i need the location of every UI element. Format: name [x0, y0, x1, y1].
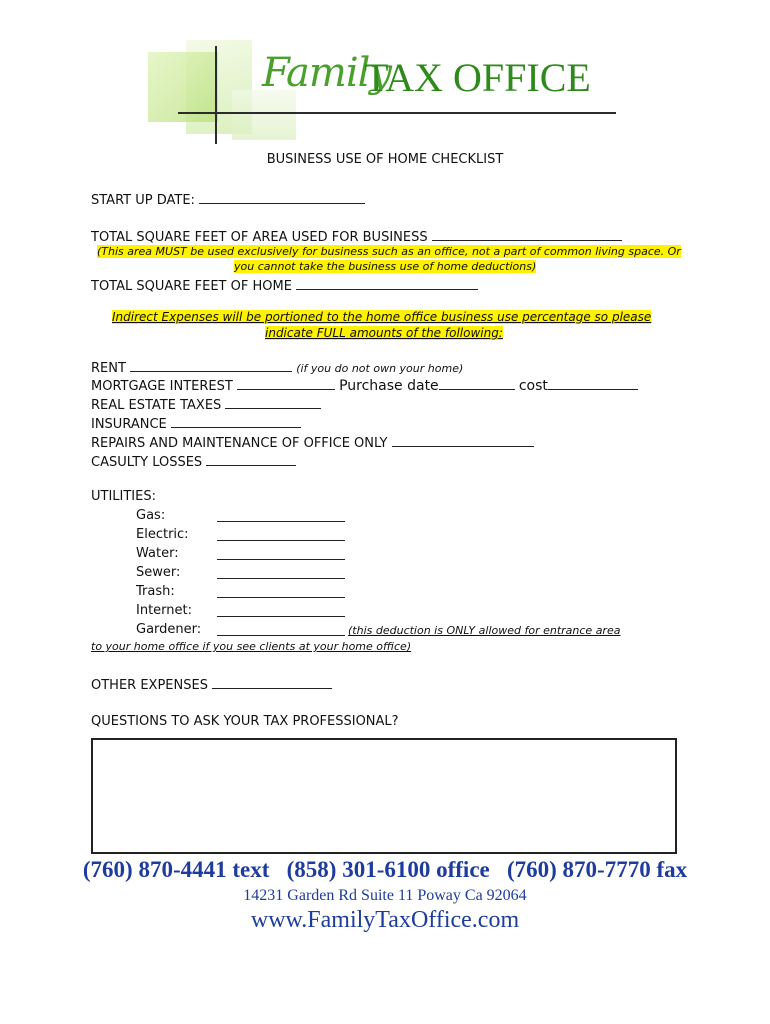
utility-label-gas: Gas: [136, 508, 166, 523]
utility-field-water[interactable] [217, 547, 345, 560]
insurance-field[interactable] [171, 416, 301, 428]
other-expenses-field[interactable] [212, 677, 332, 689]
website-link[interactable]: www.FamilyTaxOffice.com [250, 907, 520, 933]
indirect-note-line1: Indirect Expenses will be portioned to the home office business use percentage so please [112, 310, 652, 324]
utility-label-trash: Trash: [136, 584, 175, 599]
cost-field[interactable] [548, 378, 638, 390]
home-sqft-field[interactable] [296, 278, 478, 290]
contact-address: 14231 Garden Rd Suite 11 Poway Ca 92064 [243, 887, 527, 904]
questions-textbox[interactable] [91, 738, 677, 854]
utility-field-internet[interactable] [217, 604, 345, 617]
contact-phones: (760) 870-4441 text (858) 301-6100 office (760) 870-7770 fax [82, 857, 688, 882]
mortgage-field[interactable] [237, 378, 335, 390]
utility-field-sewer[interactable] [217, 566, 345, 579]
gardener-note-line2: to your home office if you see clients at your home office) [91, 640, 412, 653]
utility-label-water: Water: [136, 546, 179, 561]
logo-horizontal-line [178, 112, 616, 114]
repairs-field[interactable] [392, 435, 534, 447]
utility-label-electric: Electric: [136, 527, 189, 542]
utility-label-sewer: Sewer: [136, 565, 181, 580]
rent-note: (if you do not own your home) [296, 362, 464, 375]
casualty-field[interactable] [206, 454, 296, 466]
utility-field-electric[interactable] [217, 528, 345, 541]
casualty-row [91, 454, 296, 470]
purchase-date-label: Purchase date [339, 378, 439, 394]
business-sqft-field[interactable] [432, 229, 622, 241]
home-sqft-row [91, 278, 478, 294]
start-up-date-label: START UP DATE: [91, 193, 195, 208]
questions-label: QUESTIONS TO ASK YOUR TAX PROFESSIONAL? [91, 714, 399, 729]
utility-field-gas[interactable] [217, 509, 345, 522]
insurance-label: INSURANCE [91, 417, 167, 432]
casualty-label: CASULTY LOSSES [91, 455, 203, 470]
other-expenses-label: OTHER EXPENSES [91, 678, 208, 693]
logo-main-word: TAX OFFICE [364, 55, 591, 100]
home-sqft-label: TOTAL SQUARE FEET OF HOME [91, 279, 292, 294]
business-note-line1: (This area MUST be used exclusively for business such as an office, not a part of common living space. Or [97, 245, 681, 258]
mortgage-row [91, 378, 638, 394]
real-estate-label: REAL ESTATE TAXES [91, 398, 222, 413]
rent-field[interactable] [130, 360, 292, 372]
business-note-line2: you cannot take the business use of home deductions) [234, 260, 537, 273]
rent-label: RENT [91, 361, 126, 376]
utility-field-trash[interactable] [217, 585, 345, 598]
logo-square-decoration [232, 90, 296, 140]
repairs-label: REPAIRS AND MAINTENANCE OF OFFICE ONLY [91, 436, 388, 451]
mortgage-label: MORTGAGE INTEREST [91, 379, 233, 394]
logo-script-word: Family [262, 50, 391, 96]
utility-label-internet: Internet: [136, 603, 192, 618]
insurance-row [91, 416, 301, 432]
utility-field-gardener[interactable] [217, 623, 345, 636]
indirect-note-line2: indicate FULL amounts of the following: [265, 326, 503, 340]
cost-label: cost [518, 378, 548, 394]
gardener-note-line1: (this deduction is ONLY allowed for entrance area [348, 624, 621, 637]
real-estate-field[interactable] [225, 397, 321, 409]
repairs-row [91, 435, 534, 451]
rent-row [91, 360, 463, 376]
business-sqft-row [91, 229, 622, 245]
other-expenses-row [91, 677, 332, 693]
real-estate-row [91, 397, 321, 413]
start-up-date-row [91, 192, 365, 208]
utility-label-gardener: Gardener: [136, 622, 202, 637]
purchase-date-field[interactable] [439, 378, 515, 390]
business-sqft-label: TOTAL SQUARE FEET OF AREA USED FOR BUSINESS [91, 230, 428, 245]
utilities-heading: UTILITIES: [91, 489, 156, 504]
logo-vertical-line [215, 46, 217, 144]
start-up-date-field[interactable] [199, 192, 365, 204]
page-title: BUSINESS USE OF HOME CHECKLIST [266, 152, 504, 167]
